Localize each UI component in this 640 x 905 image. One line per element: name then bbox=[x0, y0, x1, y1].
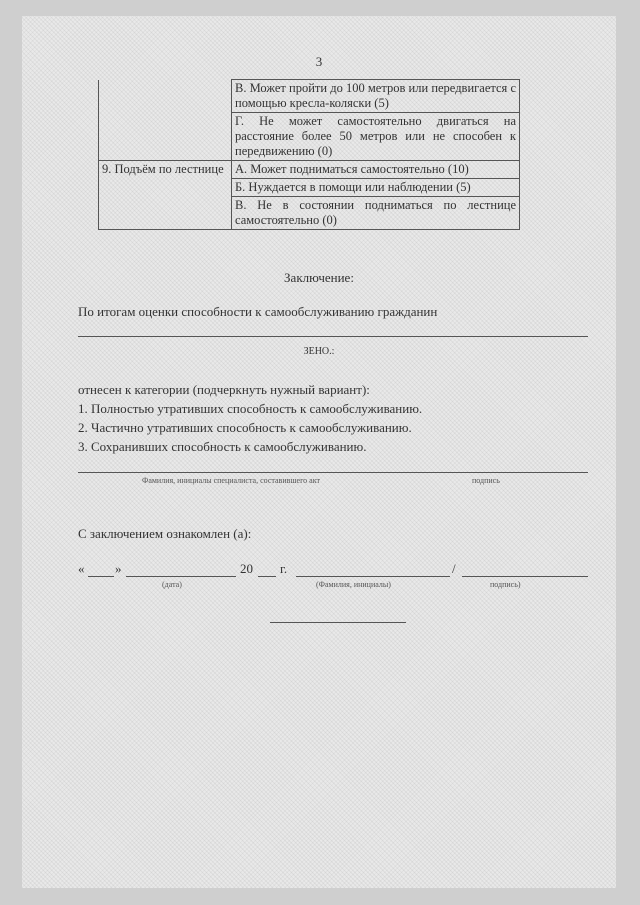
quote-close: » bbox=[115, 561, 122, 576]
sign-blank bbox=[462, 576, 588, 577]
caption-sign: подпись) bbox=[490, 580, 521, 589]
day-blank bbox=[88, 576, 114, 577]
year-prefix: 20 bbox=[240, 561, 253, 576]
year-suffix: г. bbox=[280, 561, 288, 576]
table-cell-option: В. Может пройти до 100 метров или передвигается с помощью кресла-коляски (5) bbox=[232, 80, 520, 113]
caption-date: (дата) bbox=[162, 580, 182, 589]
blank-line bbox=[78, 336, 588, 337]
caption-name: (Фамилия, инициалы) bbox=[316, 580, 391, 589]
category-option-1: 1. Полностью утративших способность к самообслуживанию. bbox=[78, 401, 423, 416]
year-blank bbox=[258, 576, 276, 577]
acknowledgment-text: С заключением ознакомлен (а): bbox=[78, 526, 252, 541]
table-cell-option: Б. Нуждается в помощи или наблюдении (5) bbox=[232, 179, 520, 197]
stamp-line bbox=[270, 622, 406, 623]
criteria-table bbox=[98, 79, 520, 230]
signature-line bbox=[78, 472, 588, 473]
table-cell-empty bbox=[99, 80, 232, 161]
conclusion-intro: По итогам оценки способности к самообслуживанию гражданин bbox=[78, 304, 438, 319]
page-number: 3 bbox=[315, 54, 323, 69]
category-option-2: 2. Частично утративших способность к самообслуживанию. bbox=[78, 420, 412, 435]
signature-caption-name: Фамилия, инициалы специалиста, составившего акт bbox=[142, 476, 320, 485]
month-blank bbox=[126, 576, 236, 577]
table-cell-option: Г. Не может самостоятельно двигаться на расстояние более 50 метров или не способен к передвижению (0) bbox=[232, 113, 520, 161]
document-page bbox=[22, 16, 616, 888]
conclusion-heading: Заключение: bbox=[284, 270, 354, 285]
quote-open: « bbox=[78, 561, 85, 576]
category-option-3: 3. Сохранивших способность к самообслуживанию. bbox=[78, 439, 367, 454]
table-cell-criterion-label: 9. Подъём по лестнице bbox=[99, 161, 232, 230]
table-cell-option: А. Может подниматься самостоятельно (10) bbox=[232, 161, 520, 179]
table-cell-option: В. Не в состоянии подниматься по лестнице самостоятельно (0) bbox=[232, 197, 520, 230]
slash: / bbox=[452, 561, 456, 576]
name-blank bbox=[296, 576, 450, 577]
category-prompt: отнесен к категории (подчеркнуть нужный вариант): bbox=[78, 382, 370, 397]
signature-caption-sign: подпись bbox=[472, 476, 500, 485]
conclusion-mid-label: ЗЕНО.: bbox=[303, 346, 335, 357]
